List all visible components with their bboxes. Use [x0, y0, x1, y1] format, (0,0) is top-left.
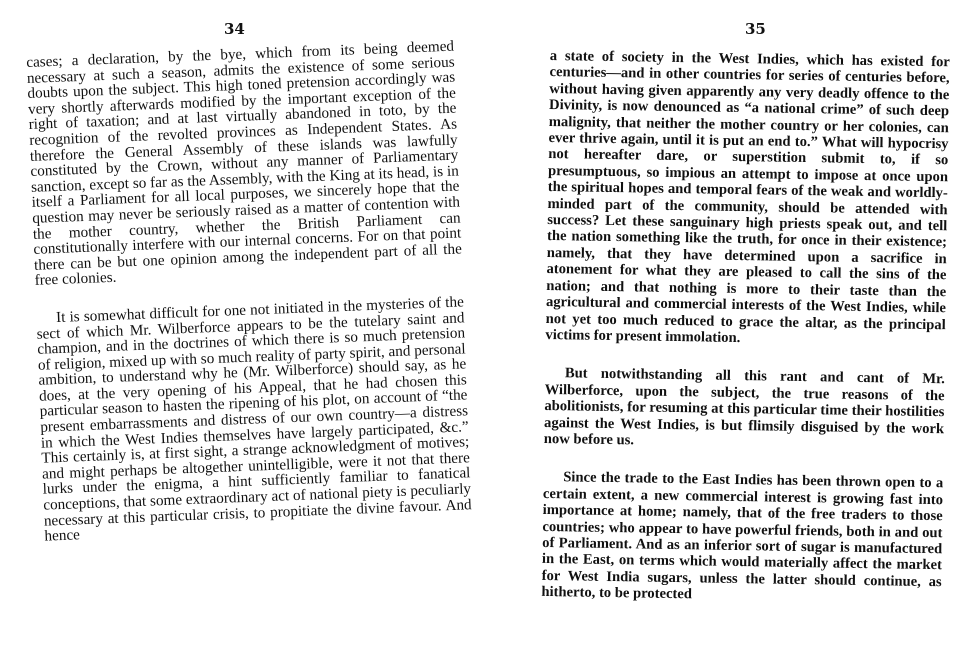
right-paragraph-2: But notwithstanding all this rant and cant of Mr. Wilberforce, upon the subject, the true reasons of the abolitionists, for resuming at this particular time their hostilities against the West Indies, is but flimsily disguised by the work now before us.	[543, 365, 945, 449]
left-page-text	[26, 39, 472, 545]
right-paragraph-3: Since the trade to the East Indies has been thrown open to a certain extent, a new commercial interest is growing fast into importance at home; namely, that of the free traders to those countries; who appear to have powerful friends, both in and out of Parliament. And as an inferior sort of sugar is manufactured in the East, on terms which would materially affect the market for West India sugars, unless the latter should continue, as hitherto, to be protected	[541, 469, 944, 603]
right-paragraph-1: a state of society in the West Indies, which has existed for centuries—and in other countries for series of centuries before, without having given apparently any very deadly offence to the Divinity, is now denounced as “a national crime” of such deep malignity, that neither the mother country or her colonies, can ever thrive again, until it is put an end to.” What will hypocrisy not hereafter dare, or superstition submit to, if so presumptuous, so impious an attempt to impose at once upon the spiritual hopes and temporal fears of the weak and worldly-minded part of the community, should be attended with success? Let these sanguinary high priests speak out, and tell the nation something like the truth, for once in their existence; namely, that they have determined upon a sacrifice in atonement for what they are pleased to call the sins of the nation; and that nothing is more to their taste than the agricultural and commercial interests of the West Indies, while not yet too much reduced to grace the altar, as the principal victims for present immolation.	[545, 48, 950, 346]
right-page-number: 35	[745, 20, 766, 38]
left-paragraph-2: It is somewhat difficult for one not initiated in the mysteries of the sect of which Mr. Wilberforce appears to be the tutelary saint and champion, and in the doctrines of which there is so much pretension of religion, mixed up with so much reality of party spirit, and personal ambition, to understand why he (Mr. Wilberforce) should say, as he does, at the very opening of his Appeal, that he had chosen this particular season to hasten the ripening of his plot, on account of “the present embarrassments and distress of our own country—a distress in which the West Indies themselves have largely participated, &c.” This certainly is, at first sight, a strange acknowledgment of motives; and might perhaps be altogether unintelligible, were it not that there lurks under the enigma, a hint sufficiently familiar to fanatical conceptions, that some extraordinary act of national piety is peculiarly necessary at this particular crisis, to propitiate the divine favour. And hence	[36, 293, 472, 545]
right-page	[490, 0, 980, 670]
left-paragraph-1: cases; a declaration, by the bye, which from its being deemed necessary at such a season, admits the existence of some serious doubts upon the subject. This high toned pretension accordingly was very shortly afterwards modified by the important exception of the right of taxation; and at last virtually abandoned in toto, by the recognition of the revolted provinces as Independent States. As therefore the General Assembly of these islands was lawfully constituted by the Crown, without any manner of Parliamentary sanction, except so far as the Assembly, with the King at its head, is in itself a Parliament for all local purposes, we sincerely hope that the question may never be seriously raised as a matter of contention with the mother country, whether the British Parliament can constitutionally interfere with our internal concerns. For on that point there can be but one opinion among the independent part of all the free colonies.	[25, 37, 463, 290]
left-page-number: 34	[224, 20, 245, 38]
right-page-text	[541, 48, 950, 607]
